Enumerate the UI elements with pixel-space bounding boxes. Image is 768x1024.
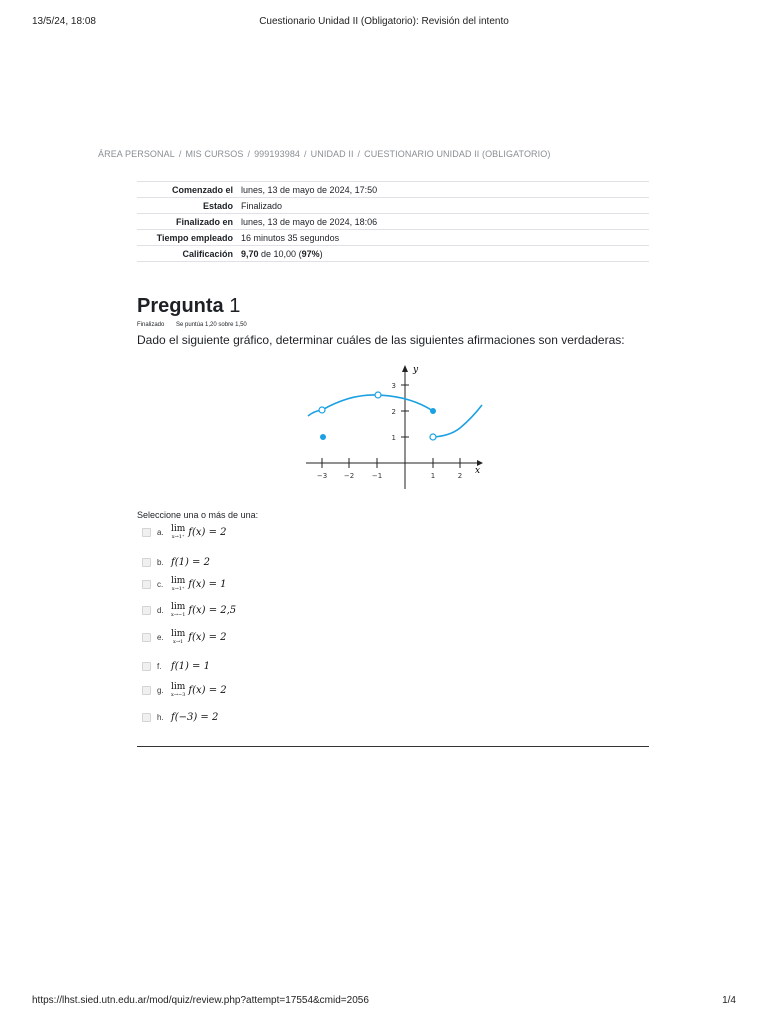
print-page-number: 1/4: [722, 995, 736, 1006]
question-info: [137, 322, 247, 328]
limit-operator: lim x→1⁺: [171, 575, 186, 592]
x-tick-label: −3: [316, 472, 328, 480]
option-d[interactable]: [142, 602, 236, 618]
option-letter: e.: [157, 632, 164, 642]
option-checkbox[interactable]: [142, 580, 151, 589]
grade-total: de 10,00 (: [258, 248, 302, 259]
option-letter: c.: [157, 579, 164, 589]
breadcrumb-course[interactable]: 999193984: [254, 149, 301, 159]
question-text: Dado el siguiente gráfico, determinar cuáles de las siguientes afirmaciones son verdaderas:: [137, 333, 625, 347]
summary-label: Comenzado el: [137, 182, 237, 198]
question-divider: [137, 746, 649, 747]
option-letter: b.: [157, 557, 164, 567]
open-point: [430, 434, 436, 440]
y-axis-label: y: [413, 365, 419, 375]
summary-row-state: [137, 198, 649, 214]
option-e[interactable]: [142, 629, 227, 645]
limit-operator: lim x→1⁺: [171, 523, 186, 540]
attempt-summary-table: [137, 181, 649, 262]
option-expression: f(1) = 2: [171, 556, 210, 568]
filled-point: [320, 434, 326, 440]
breadcrumb: [98, 149, 550, 159]
option-c[interactable]: [142, 576, 227, 592]
summary-value: [237, 246, 649, 262]
print-title: Cuestionario Unidad II (Obligatorio): Revisión del intento: [259, 16, 509, 27]
x-axis-label: x: [475, 466, 481, 476]
answer-prompt: Seleccione una o más de una:: [137, 510, 259, 520]
option-checkbox[interactable]: [142, 606, 151, 615]
option-letter: f.: [157, 661, 162, 671]
summary-row-grade: [137, 246, 649, 262]
function-graph: [300, 360, 490, 494]
option-checkbox[interactable]: [142, 528, 151, 537]
summary-label: Finalizado en: [137, 214, 237, 230]
limit-operator: lim x→−3: [171, 681, 186, 698]
option-expression: f(−3) = 2: [171, 711, 219, 723]
summary-value: Finalizado: [237, 198, 649, 214]
option-expression: lim x→1⁺ f(x) = 1: [171, 575, 227, 592]
question-mark: Se puntúa 1,20 sobre 1,50: [176, 322, 247, 328]
option-letter: a.: [157, 527, 164, 537]
print-url: https://lhst.sied.utn.edu.ar/mod/quiz/review.php?attempt=17554&cmid=2056: [32, 995, 369, 1006]
grade-close: ): [319, 248, 323, 259]
grade-percent: 97%: [301, 248, 320, 259]
option-expression: lim x→1⁺ f(x) = 2: [171, 523, 227, 540]
summary-label: Calificación: [137, 246, 237, 262]
breadcrumb-separator: /: [178, 149, 182, 159]
question-word: Pregunta: [137, 295, 224, 317]
open-point: [375, 392, 381, 398]
question-title: [137, 295, 240, 318]
breadcrumb-area-personal[interactable]: ÁREA PERSONAL: [98, 149, 175, 159]
breadcrumb-mis-cursos[interactable]: MIS CURSOS: [185, 149, 244, 159]
y-tick-label: 2: [391, 408, 396, 416]
option-checkbox[interactable]: [142, 558, 151, 567]
breadcrumb-separator: /: [247, 149, 251, 159]
option-b[interactable]: [142, 554, 210, 570]
y-axis-arrow: [402, 365, 408, 372]
filled-point: [430, 408, 436, 414]
open-point: [319, 407, 325, 413]
question-state: Finalizado: [137, 322, 165, 328]
option-a[interactable]: [142, 524, 227, 540]
x-tick-label: −1: [371, 472, 383, 480]
option-letter: g.: [157, 685, 164, 695]
x-tick-label: 2: [457, 472, 463, 480]
curve-right: [433, 405, 482, 437]
option-f[interactable]: [142, 658, 210, 674]
print-footer: [32, 995, 736, 1006]
summary-row-started: [137, 182, 649, 198]
summary-row-time: [137, 230, 649, 246]
option-checkbox[interactable]: [142, 633, 151, 642]
print-header: [32, 16, 736, 27]
limit-operator: lim x→−1: [171, 601, 186, 618]
breadcrumb-separator: /: [357, 149, 361, 159]
breadcrumb-separator: /: [304, 149, 307, 159]
option-letter: d.: [157, 605, 164, 615]
option-expression: lim x→−3 f(x) = 2: [171, 681, 227, 698]
print-datetime: 13/5/24, 18:08: [32, 16, 96, 27]
option-checkbox[interactable]: [142, 686, 151, 695]
y-tick-label: 1: [391, 434, 396, 442]
option-g[interactable]: [142, 682, 227, 698]
summary-value: lunes, 13 de mayo de 2024, 17:50: [237, 182, 649, 198]
summary-value: lunes, 13 de mayo de 2024, 18:06: [237, 214, 649, 230]
option-h[interactable]: [142, 709, 218, 725]
option-expression: lim x→−1 f(x) = 2,5: [171, 601, 237, 618]
x-tick-label: −2: [343, 472, 355, 480]
summary-value: 16 minutos 35 segundos: [237, 230, 649, 246]
summary-label: Tiempo empleado: [137, 230, 237, 246]
grade-score: 9,70: [241, 248, 259, 259]
option-expression: lim x→1 f(x) = 2: [171, 628, 227, 645]
summary-label: Estado: [137, 198, 237, 214]
limit-operator: lim x→1: [171, 628, 186, 645]
curve-left: [308, 395, 433, 416]
y-tick-label: 3: [391, 382, 396, 390]
option-letter: h.: [157, 712, 164, 722]
breadcrumb-unit[interactable]: UNIDAD II: [310, 149, 354, 159]
breadcrumb-quiz[interactable]: CUESTIONARIO UNIDAD II (OBLIGATORIO): [364, 149, 551, 159]
option-expression: f(1) = 1: [171, 660, 210, 672]
option-checkbox[interactable]: [142, 713, 151, 722]
question-number: 1: [223, 295, 241, 317]
option-checkbox[interactable]: [142, 662, 151, 671]
summary-row-finished: [137, 214, 649, 230]
x-tick-label: 1: [430, 472, 436, 480]
